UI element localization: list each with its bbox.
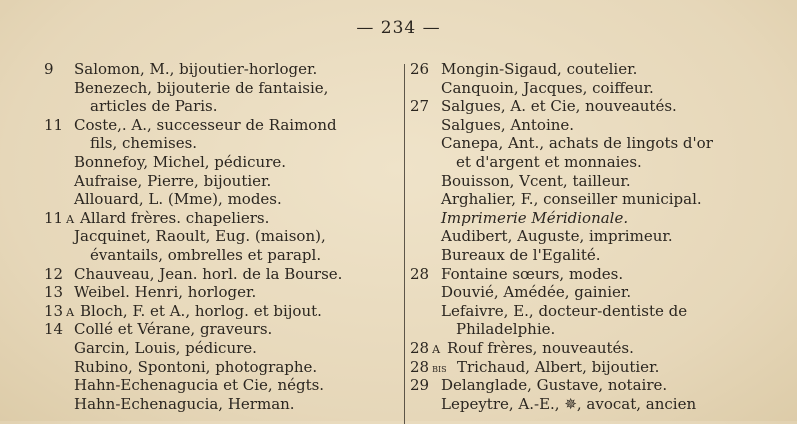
street-number-suffix: A (66, 212, 75, 226)
entry-text: Lefaivre, E., docteur-dentiste de (441, 301, 688, 320)
entry-text: articles de Paris. (90, 97, 218, 116)
directory-entry (44, 97, 400, 116)
left-column (44, 60, 400, 413)
entry-text: Canquoin, Jacques, coiffeur. (441, 78, 654, 97)
street-number-value: 13 (44, 301, 64, 320)
entry-text: Weibel. Henri, horloger. (74, 283, 257, 302)
directory-entry (410, 302, 790, 321)
street-number (410, 357, 447, 379)
directory-entry (44, 320, 400, 339)
directory-entry (410, 60, 790, 79)
directory-entry (410, 172, 790, 191)
directory-entry (410, 283, 790, 302)
entry-text: Fontaine sœurs, modes. (441, 264, 624, 283)
directory-entry (44, 302, 400, 321)
directory-entry (44, 395, 400, 414)
directory-entry (44, 172, 400, 191)
street-number-value: 27 (410, 97, 430, 116)
entry-text: Jacquinet, Raoult, Eug. (maison), (74, 227, 326, 246)
directory-entry (44, 358, 400, 377)
entry-text: Garcin, Louis, pédicure. (74, 338, 257, 357)
entry-text: Trichaud, Albert, bijoutier. (457, 357, 660, 376)
directory-entry (410, 227, 790, 246)
entry-text: évantails, ombrelles et parapl. (90, 245, 322, 264)
entry-text: fils, chemises. (90, 134, 198, 153)
directory-entry (410, 320, 790, 339)
entry-text: Bloch, F. et A., horlog. et bijout. (80, 301, 322, 320)
street-number-value: 28 (410, 338, 430, 357)
street-number (44, 116, 72, 135)
entry-text: Imprimerie Méridionale. (441, 208, 629, 227)
directory-entry (410, 79, 790, 98)
entry-text: Philadelphie. (456, 320, 556, 339)
directory-entry (410, 395, 790, 414)
street-number (44, 301, 75, 323)
entry-text: et d'argent et monnaies. (456, 152, 642, 171)
directory-entry (44, 134, 400, 153)
street-number (44, 208, 75, 230)
directory-entry (410, 246, 790, 265)
street-number-value: 11 (44, 115, 64, 134)
street-number-value: 11 (44, 208, 64, 227)
entry-text: Hahn-Echenagucia et Cie, négts. (74, 376, 325, 395)
directory-entry (410, 209, 790, 228)
street-number (410, 376, 438, 395)
street-number-value: 12 (44, 264, 64, 283)
directory-entry (44, 339, 400, 358)
directory-entry (44, 190, 400, 209)
directory-entry (44, 60, 400, 79)
entry-text: Coste,. A., successeur de Raimond (74, 115, 337, 134)
street-number-suffix: A (66, 305, 75, 319)
street-number-value: 9 (44, 60, 54, 78)
directory-entry (410, 134, 790, 153)
entry-text: Hahn-Echenagucia, Herman. (74, 394, 295, 413)
right-column (410, 60, 790, 413)
entry-text: Douvié, Amédée, gainier. (441, 283, 632, 302)
entry-text: Collé et Vérane, graveurs. (74, 320, 273, 339)
directory-entry (44, 79, 400, 98)
directory-entry (410, 190, 790, 209)
directory-entry (44, 227, 400, 246)
entry-text: Salgues, Antoine. (441, 115, 575, 134)
street-number-suffix: bis (432, 361, 447, 375)
entry-text: Bouisson, Vcent, tailleur. (441, 171, 631, 190)
entry-text: Allouard, L. (Mme), modes. (74, 190, 282, 209)
directory-entry (44, 376, 400, 395)
entry-text: Bureaux de l'Egalité. (441, 245, 601, 264)
street-number (44, 283, 72, 302)
entry-text: Lepeytre, A.-E., ✵, avocat, ancien (441, 394, 697, 413)
entry-text: Rouf frères, nouveautés. (447, 338, 634, 357)
street-number (410, 97, 438, 116)
entry-text: Bonnefoy, Michel, pédicure. (74, 152, 287, 171)
street-number (410, 60, 438, 79)
entry-text: Salomon, M., bijoutier-horloger. (74, 60, 318, 78)
directory-entry (44, 116, 400, 135)
street-number-value: 13 (44, 283, 64, 302)
street-number-value: 26 (410, 60, 430, 78)
street-number (410, 338, 441, 360)
directory-entry (44, 153, 400, 172)
entry-text: Arghalier, F., conseiller municipal. (441, 190, 702, 209)
entry-text: Delanglade, Gustave, notaire. (441, 376, 668, 395)
entry-text: Mongin-Sigaud, coutelier. (441, 60, 638, 78)
street-number-value: 14 (44, 320, 64, 339)
street-number (44, 265, 72, 284)
street-number (44, 320, 72, 339)
street-number-value: 28 (410, 264, 430, 283)
street-number (44, 60, 72, 79)
directory-entry (44, 246, 400, 265)
street-number-suffix: A (432, 342, 441, 356)
directory-entry (410, 339, 790, 358)
entry-text: Benezech, bijouterie de fantaisie, (74, 78, 329, 97)
directory-entry (44, 209, 400, 228)
entry-text: Aufraise, Pierre, bijoutier. (74, 171, 272, 190)
entry-text: Salgues, A. et Cie, nouveautés. (441, 97, 677, 116)
page-number: — 234 — (356, 18, 441, 38)
directory-entry (410, 153, 790, 172)
directory-entry (410, 97, 790, 116)
entry-text: Chauveau, Jean. horl. de la Bourse. (74, 264, 343, 283)
directory-entry (410, 358, 790, 377)
entry-text: Canepa, Ant., achats de lingots d'or (441, 134, 713, 153)
directory-entry (410, 376, 790, 395)
entry-text: Rubino, Spontoni, photographe. (74, 357, 318, 376)
directory-entry (410, 265, 790, 284)
street-number-value: 28 (410, 357, 430, 376)
column-divider (404, 64, 405, 424)
street-number (410, 265, 438, 284)
entry-text: Audibert, Auguste, imprimeur. (441, 227, 673, 246)
directory-entry (44, 265, 400, 284)
directory-entry (410, 116, 790, 135)
entry-text: Allard frères. chapeliers. (80, 208, 270, 227)
street-number-value: 29 (410, 376, 430, 395)
directory-entry (44, 283, 400, 302)
